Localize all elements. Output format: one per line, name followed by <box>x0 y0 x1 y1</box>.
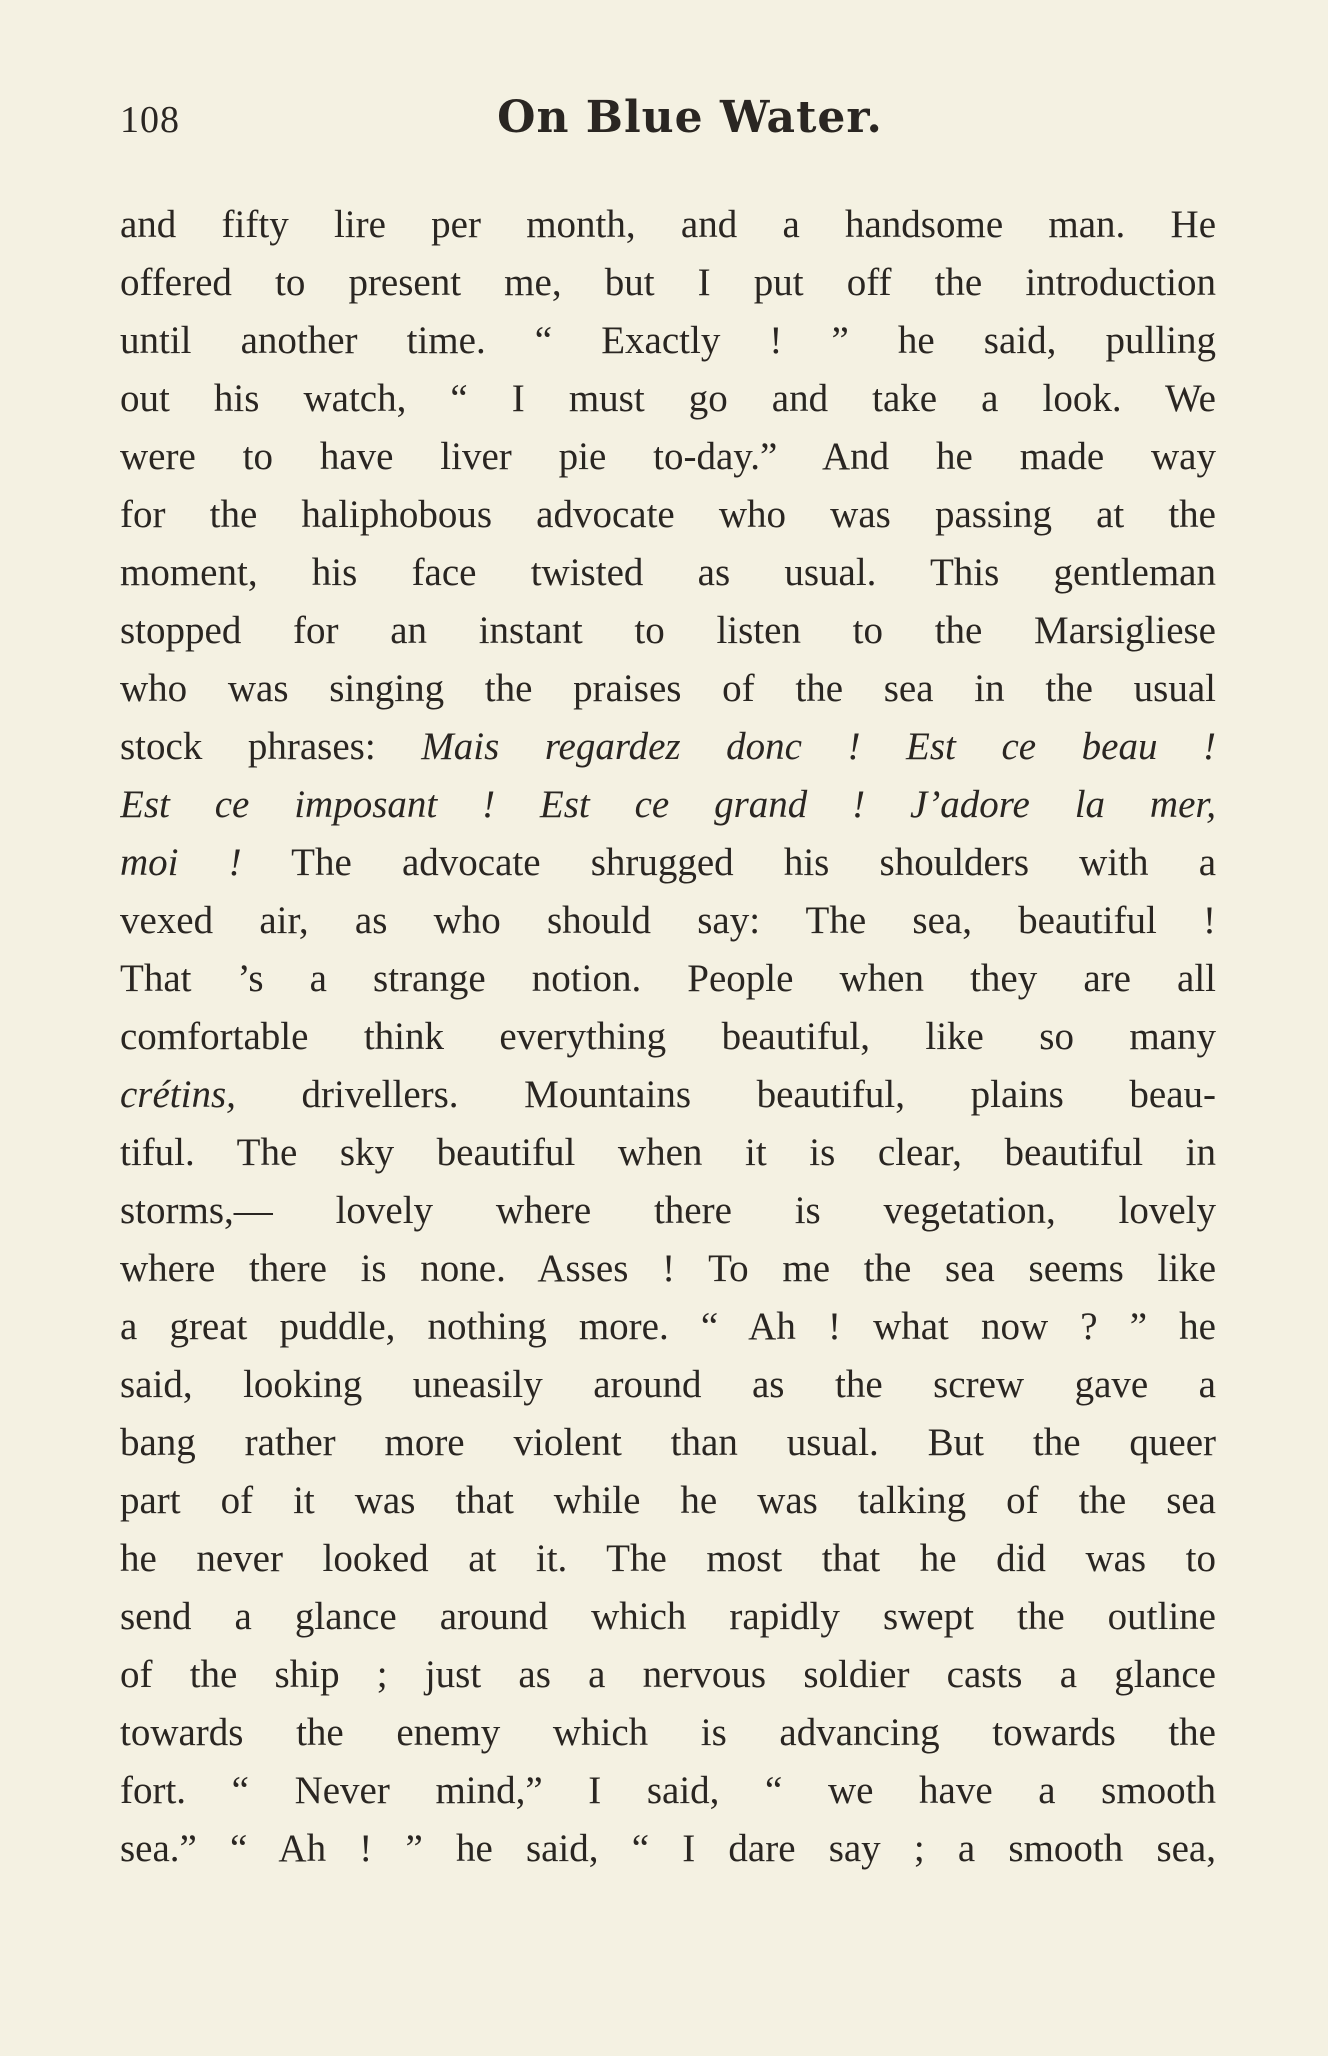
text-line <box>120 428 1216 486</box>
text-line <box>120 1298 1216 1356</box>
text-line <box>120 1240 1216 1298</box>
text-run: send a glance around which rapidly swept the outline <box>120 1595 1216 1638</box>
text-run: fort. “ Never mind,” I said, “ we have a smooth <box>120 1769 1216 1812</box>
text-line <box>120 1356 1216 1414</box>
text-line <box>120 834 1216 892</box>
text-run: said, looking uneasily around as the screw gave a <box>120 1363 1216 1406</box>
text-run: out his watch, “ I must go and take a look. We <box>120 377 1216 420</box>
italic-text: Est ce imposant ! Est ce grand ! J’adore la mer, <box>120 783 1216 826</box>
text-run: vexed air, as who should say: The sea, beautiful ! <box>120 899 1216 942</box>
text-run: of the ship ; just as a nervous soldier casts a glance <box>120 1653 1216 1696</box>
text-line <box>120 1588 1216 1646</box>
text-run: offered to present me, but I put off the introduction <box>120 261 1216 304</box>
text-run: sea.” “ Ah ! ” he said, “ I dare say ; a smooth sea, <box>120 1827 1216 1870</box>
running-head <box>120 92 1220 152</box>
text-run: stopped for an instant to listen to the Marsigliese <box>120 609 1216 652</box>
text-line <box>120 950 1216 1008</box>
text-line <box>120 196 1216 254</box>
text-line <box>120 1530 1216 1588</box>
text-run: bang rather more violent than usual. But the queer <box>120 1421 1216 1464</box>
text-line <box>120 1066 1216 1124</box>
text-run: storms,— lovely where there is vegetation, lovely <box>120 1189 1216 1232</box>
text-line <box>120 1182 1216 1240</box>
text-line <box>120 718 1216 776</box>
text-run: he never looked at it. The most that he did was to <box>120 1537 1216 1580</box>
text-run: That ’s a strange notion. People when they are all <box>120 957 1216 1000</box>
text-run: until another time. “ Exactly ! ” he said, pulling <box>120 319 1216 362</box>
text-run: stock phrases: <box>120 725 422 768</box>
text-run: The advocate shrugged his shoulders with a <box>241 841 1216 884</box>
text-line <box>120 1414 1216 1472</box>
text-run: a great puddle, nothing more. “ Ah ! what now ? ” he <box>120 1305 1216 1348</box>
text-line <box>120 370 1216 428</box>
text-run: towards the enemy which is advancing towards the <box>120 1711 1216 1754</box>
text-line <box>120 1762 1216 1820</box>
text-run: where there is none. Asses ! To me the sea seems like <box>120 1247 1216 1290</box>
text-line <box>120 1124 1216 1182</box>
text-line <box>120 1646 1216 1704</box>
text-line <box>120 1008 1216 1066</box>
text-run: and fifty lire per month, and a handsome man. He <box>120 203 1216 246</box>
text-line <box>120 254 1216 312</box>
page-number: 108 <box>120 99 180 141</box>
running-title: On Blue Water. <box>497 92 883 143</box>
italic-text: Mais regardez donc ! Est ce beau ! <box>421 725 1216 768</box>
text-line <box>120 602 1216 660</box>
text-run: comfortable think everything beautiful, like so many <box>120 1015 1216 1058</box>
text-line <box>120 660 1216 718</box>
text-line <box>120 892 1216 950</box>
text-line <box>120 544 1216 602</box>
body-text <box>120 196 1216 1878</box>
text-run: moment, his face twisted as usual. This gentleman <box>120 551 1216 594</box>
text-run: drivellers. Mountains beautiful, plains beau- <box>235 1073 1216 1116</box>
text-run: part of it was that while he was talking of the sea <box>120 1479 1216 1522</box>
text-line <box>120 1820 1216 1878</box>
text-run: for the haliphobous advocate who was passing at the <box>120 493 1216 536</box>
italic-text: moi ! <box>120 841 242 884</box>
text-run: were to have liver pie to-day.” And he made way <box>120 435 1216 478</box>
text-run: tiful. The sky beautiful when it is clear, beautiful in <box>120 1131 1216 1174</box>
text-line <box>120 312 1216 370</box>
text-line <box>120 776 1216 834</box>
text-line <box>120 486 1216 544</box>
text-run: who was singing the praises of the sea in the usual <box>120 667 1216 710</box>
text-line <box>120 1472 1216 1530</box>
italic-text: crétins, <box>120 1073 236 1116</box>
text-line <box>120 1704 1216 1762</box>
